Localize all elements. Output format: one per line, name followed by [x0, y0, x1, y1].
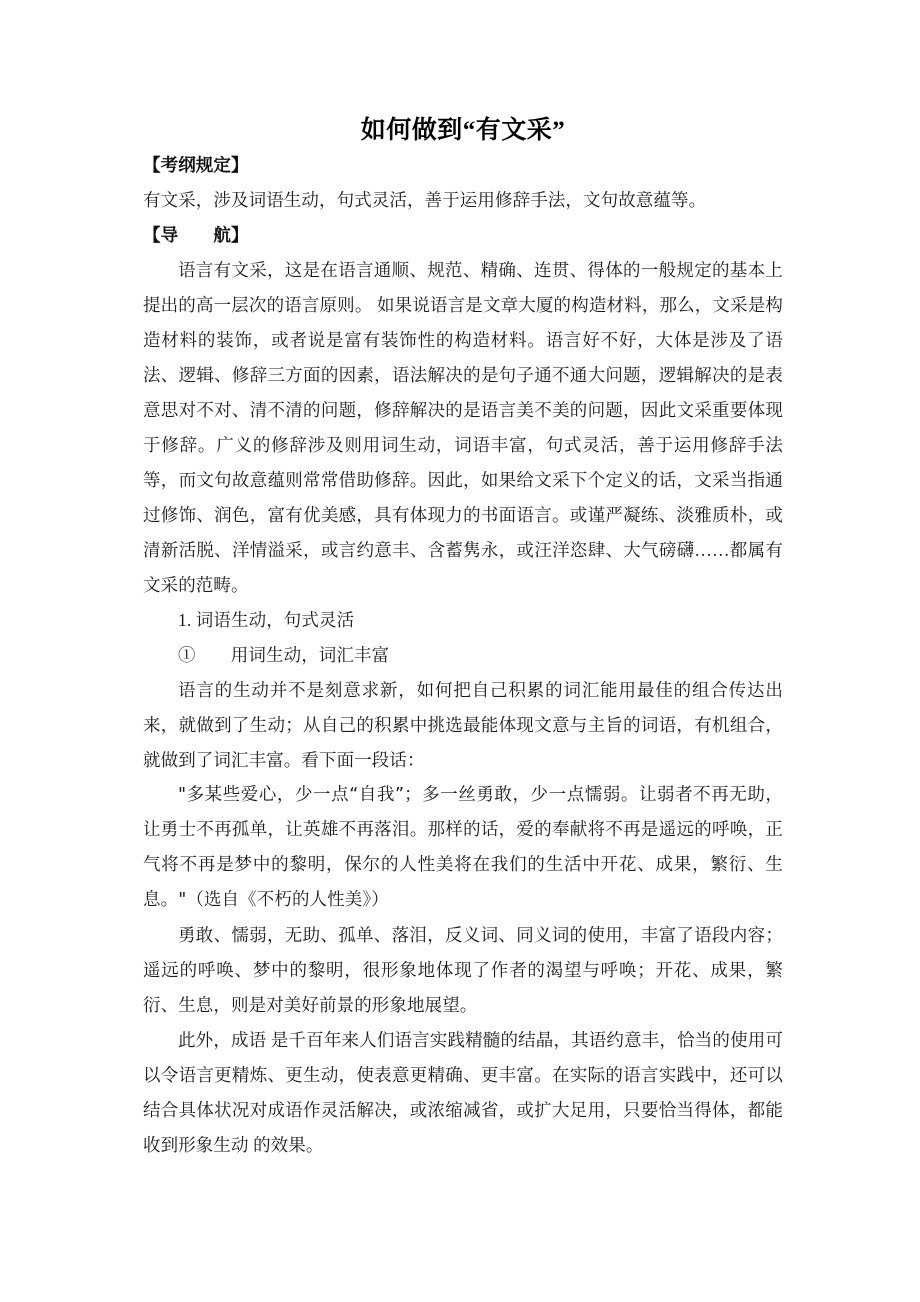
point-1-heading: 1. 词语生动，句式灵活 — [178, 610, 355, 630]
syllabus-requirement-text: 有文采，涉及词语生动，句式灵活，善于运用修辞手法，文句故意蕴等。 — [143, 190, 707, 210]
intro-paragraph: 语言有文采，这是在语言通顺、规范、精确、连贯、得体的一般规定的基本上提出的高一层次的语言原则。 如果说语言是文章大厦的构造材料，那么，文采是构造材料的装饰，或者说是富有装饰性的构造材料。语言好不好，大体是涉及了语法、逻辑、修辞三方面的因素，语法解决的是句子通不通大问题，逻辑解决的是表意思对不对、清不清的问题，修辞解决的是语言美不美的问题，因此文采重要体现于修辞。广义的修辞涉及则用词生动，词语丰富，句式灵活，善于运用修辞手法等，而文句故意蕴则常常借助修辞。因此，如果给文采下个定义的话，文采当指通过修饰、润色，富有优美感，具有体现力的书面语言。或谨严凝练、淡雅质朴，或清新活脱、洋情溢采，或言约意丰、含蓄隽永，或汪洋恣肆、大气磅礴……都属有文采的范畴。 — [143, 260, 783, 595]
quoted-passage: "多某些爱心，少一点“自我”；多一丝勇敢，少一点懦弱。让弱者不再无助，让勇士不再孤单，让英雄不再落泪。那样的话，爱的奉献将不再是遥远的呼唤，正气将不再是梦中的黎明，保尔的人性美将在我们的生活中开花、成果，繁衍、生息。"（选自《不朽的人性美》） — [143, 785, 783, 910]
document-content — [143, 0, 783, 1163]
navigation-label: 【导 航】 — [143, 225, 249, 245]
sub-point-1-heading: ① 用词生动，词汇丰富 — [178, 645, 390, 665]
analysis-paragraph: 勇敢、懦弱，无助、孤单、落泪，反义词、同义词的使用，丰富了语段内容；遥远的呼唤、梦中的黎明，很形象地体现了作者的渴望与呼唤；开花、成果，繁衍、生息，则是对美好前景的形象地展望。 — [143, 925, 783, 1015]
explanation-paragraph: 语言的生动并不是刻意求新，如何把自己积累的词汇能用最佳的组合传达出来，就做到了生动；从自己的积累中挑选最能体现文意与主旨的词语，有机组合，就做到了词汇丰富。看下面一段话： — [143, 680, 783, 770]
page-title: 如何做到“有文采” — [360, 117, 566, 144]
syllabus-requirement-label: 【考纲规定】 — [143, 155, 249, 175]
idiom-paragraph: 此外，成语 是千百年来人们语言实践精髓的结晶，其语约意丰，恰当的使用可以令语言更精炼、更生动，使表意更精确、更丰富。在实际的语言实践中，还可以结合具体状况对成语作灵活解决，或浓缩减省，或扩大足用，只要恰当得体，都能收到形象生动 的效果。 — [143, 1030, 783, 1155]
